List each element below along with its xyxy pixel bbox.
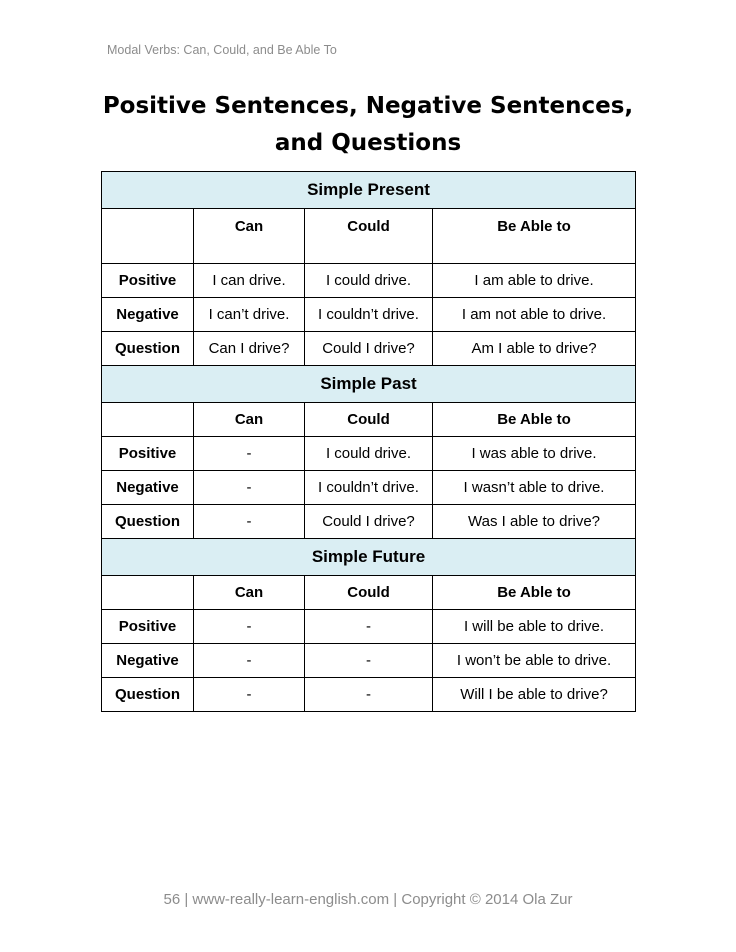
cell-could: - [305,610,433,644]
column-header-row [102,403,636,437]
page-title [0,88,736,162]
column-header-can: Can [194,403,305,437]
row-label: Negative [102,298,194,332]
table-row [102,264,636,298]
table-row [102,298,636,332]
cell-can: - [194,610,305,644]
table-row [102,644,636,678]
row-label: Positive [102,264,194,298]
column-header-can: Can [194,209,305,264]
column-header-can: Can [194,576,305,610]
cell-could: - [305,678,433,712]
cell-be-able-to: Was I able to drive? [433,505,636,539]
cell-be-able-to: I am able to drive. [433,264,636,298]
cell-can: - [194,437,305,471]
column-header-be-able-to: Be Able to [433,209,636,264]
cell-be-able-to: I wasn’t able to drive. [433,471,636,505]
row-label: Question [102,505,194,539]
cell-could: I could drive. [305,264,433,298]
section-title: Simple Present [102,172,636,209]
column-header-be-able-to: Be Able to [433,576,636,610]
section-header-simple-future [102,539,636,576]
cell-could: Could I drive? [305,332,433,366]
empty-header-cell [102,403,194,437]
cell-could: I could drive. [305,437,433,471]
row-label: Positive [102,610,194,644]
row-label: Negative [102,471,194,505]
table-row [102,437,636,471]
cell-could: I couldn’t drive. [305,298,433,332]
row-label: Question [102,332,194,366]
table-row [102,471,636,505]
table-row [102,610,636,644]
cell-be-able-to: I am not able to drive. [433,298,636,332]
section-title: Simple Future [102,539,636,576]
running-header: Modal Verbs: Can, Could, and Be Able To [107,43,337,57]
cell-be-able-to: Will I be able to drive? [433,678,636,712]
cell-can: Can I drive? [194,332,305,366]
modal-verbs-table [101,171,636,712]
page-footer: 56 | www-really-learn-english.com | Copyright © 2014 Ola Zur [163,891,573,908]
row-label: Question [102,678,194,712]
cell-could: Could I drive? [305,505,433,539]
page-title-line-1: Positive Sentences, Negative Sentences, [102,93,634,119]
cell-can: I can drive. [194,264,305,298]
row-label: Positive [102,437,194,471]
section-header-simple-past [102,366,636,403]
cell-can: - [194,678,305,712]
cell-be-able-to: I won’t be able to drive. [433,644,636,678]
table-row [102,678,636,712]
column-header-row [102,209,636,264]
cell-can: - [194,644,305,678]
column-header-could: Could [305,209,433,264]
table-row [102,505,636,539]
empty-header-cell [102,209,194,264]
cell-could: I couldn’t drive. [305,471,433,505]
empty-header-cell [102,576,194,610]
column-header-could: Could [305,576,433,610]
section-header-simple-present [102,172,636,209]
row-label: Negative [102,644,194,678]
page-title-line-2: and Questions [274,130,462,156]
column-header-could: Could [305,403,433,437]
cell-can: - [194,505,305,539]
cell-be-able-to: I was able to drive. [433,437,636,471]
cell-be-able-to: I will be able to drive. [433,610,636,644]
column-header-be-able-to: Be Able to [433,403,636,437]
column-header-row [102,576,636,610]
section-title: Simple Past [102,366,636,403]
cell-can: I can’t drive. [194,298,305,332]
cell-can: - [194,471,305,505]
cell-could: - [305,644,433,678]
table-row [102,332,636,366]
cell-be-able-to: Am I able to drive? [433,332,636,366]
